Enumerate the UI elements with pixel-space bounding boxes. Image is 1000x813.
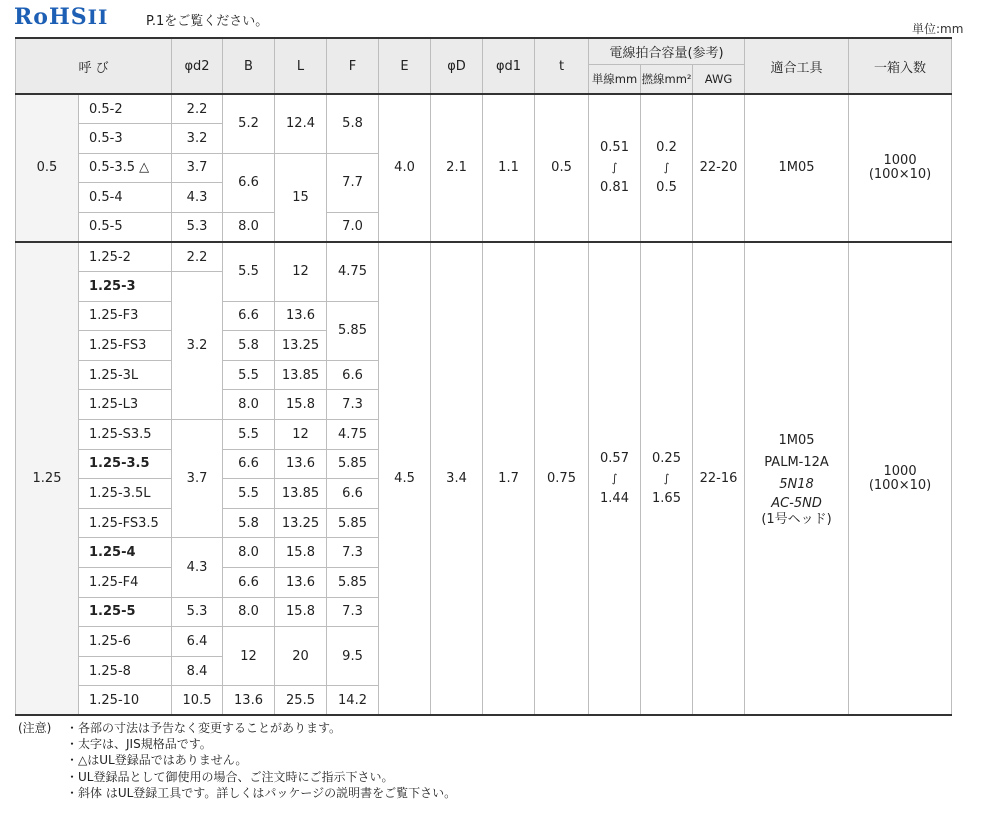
f-cell: 9.5 xyxy=(327,627,379,686)
f-cell: 6.6 xyxy=(327,360,379,390)
b-cell: 5.5 xyxy=(223,479,275,509)
l-cell: 12 xyxy=(275,420,327,450)
l-cell: 12.4 xyxy=(275,94,327,153)
code-cell: 0.5-5 xyxy=(79,212,172,242)
b-cell: 5.2 xyxy=(223,94,275,153)
box-cell: 1000 (100×10) xyxy=(849,242,952,716)
b-cell: 6.6 xyxy=(223,153,275,212)
code-cell: 1.25-6 xyxy=(79,627,172,657)
col-t: t xyxy=(535,38,589,94)
d2-cell: 3.2 xyxy=(172,124,223,154)
code-cell: 0.5-2 xyxy=(79,94,172,124)
note-item: ・太字は、JIS規格品です。 xyxy=(66,737,212,752)
code-cell: 1.25-S3.5 xyxy=(79,420,172,450)
f-cell: 7.3 xyxy=(327,390,379,420)
d2-cell: 3.7 xyxy=(172,420,223,538)
b-cell: 8.0 xyxy=(223,212,275,242)
page-header xyxy=(14,4,974,36)
l-cell: 13.25 xyxy=(275,331,327,361)
d2-cell: 6.4 xyxy=(172,627,223,657)
col-bigd: φD xyxy=(431,38,483,94)
code-cell: 1.25-2 xyxy=(79,242,172,272)
l-cell: 15.8 xyxy=(275,390,327,420)
l-cell: 13.85 xyxy=(275,479,327,509)
f-cell: 7.0 xyxy=(327,212,379,242)
t-cell: 0.75 xyxy=(535,242,589,716)
l-cell: 13.6 xyxy=(275,301,327,331)
col-b: B xyxy=(223,38,275,94)
code-cell: 1.25-F3 xyxy=(79,301,172,331)
f-cell: 7.7 xyxy=(327,153,379,212)
b-cell: 13.6 xyxy=(223,686,275,716)
note-item: ・斜体 はUL登録工具です。詳しくはパッケージの説明書をご覧下さい。 xyxy=(66,785,457,800)
code-cell: 0.5-4 xyxy=(79,183,172,213)
group-0-5 xyxy=(16,94,952,242)
col-e: E xyxy=(379,38,431,94)
f-cell: 5.85 xyxy=(327,568,379,598)
reference-note: P.1をご覧ください。 xyxy=(146,14,269,29)
note-item: ・各部の寸法は予告なく変更することがあります。 xyxy=(66,721,342,735)
notes-list xyxy=(66,720,766,801)
b-cell: 8.0 xyxy=(223,597,275,627)
l-cell: 15 xyxy=(275,153,327,242)
d2-cell: 3.7 xyxy=(172,153,223,183)
code-cell: 1.25-5 xyxy=(79,597,172,627)
code-cell: 1.25-4 xyxy=(79,538,172,568)
bigd-cell: 3.4 xyxy=(431,242,483,716)
code-cell: 1.25-L3 xyxy=(79,390,172,420)
size-cell: 0.5 xyxy=(16,94,79,242)
b-cell: 5.5 xyxy=(223,420,275,450)
box-cell: 1000 (100×10) xyxy=(849,94,952,242)
single-range-cell: 0.51 ∫ 0.81 xyxy=(589,94,641,242)
b-cell: 5.5 xyxy=(223,360,275,390)
d2-cell: 10.5 xyxy=(172,686,223,716)
b-cell: 5.8 xyxy=(223,331,275,361)
f-cell: 14.2 xyxy=(327,686,379,716)
b-cell: 12 xyxy=(223,627,275,686)
d1-cell: 1.7 xyxy=(483,242,535,716)
f-cell: 4.75 xyxy=(327,242,379,301)
awg-cell: 22-20 xyxy=(693,94,745,242)
e-cell: 4.0 xyxy=(379,94,431,242)
f-cell: 5.8 xyxy=(327,94,379,153)
awg-cell: 22-16 xyxy=(693,242,745,716)
l-cell: 13.6 xyxy=(275,568,327,598)
tool-cell: 1M05 xyxy=(745,94,849,242)
code-cell: 1.25-10 xyxy=(79,686,172,716)
stranded-range-cell: 0.25 ∫ 1.65 xyxy=(641,242,693,716)
b-cell: 8.0 xyxy=(223,390,275,420)
d2-cell: 5.3 xyxy=(172,597,223,627)
code-cell: 1.25-3L xyxy=(79,360,172,390)
b-cell: 8.0 xyxy=(223,538,275,568)
f-cell: 4.75 xyxy=(327,420,379,450)
code-cell: 1.25-8 xyxy=(79,656,172,686)
col-f: F xyxy=(327,38,379,94)
table-row xyxy=(16,242,952,272)
f-cell: 5.85 xyxy=(327,508,379,538)
code-cell: 0.5-3 xyxy=(79,124,172,154)
l-cell: 20 xyxy=(275,627,327,686)
l-cell: 12 xyxy=(275,242,327,301)
col-awg: AWG xyxy=(693,65,745,95)
stranded-range-cell: 0.2 ∫ 0.5 xyxy=(641,94,693,242)
col-d2: φd2 xyxy=(172,38,223,94)
rohs-logo: RoHSII xyxy=(14,4,109,30)
col-d1: φd1 xyxy=(483,38,535,94)
l-cell: 15.8 xyxy=(275,538,327,568)
code-cell: 1.25-3.5 xyxy=(79,449,172,479)
col-name: 呼 び xyxy=(16,38,172,94)
size-cell: 1.25 xyxy=(16,242,79,716)
l-cell: 13.6 xyxy=(275,449,327,479)
note-item: ・UL登録品として御使用の場合、ご注文時にご指示下さい。 xyxy=(66,769,394,784)
b-cell: 5.5 xyxy=(223,242,275,301)
single-range-cell: 0.57 ∫ 1.44 xyxy=(589,242,641,716)
b-cell: 6.6 xyxy=(223,301,275,331)
col-l: L xyxy=(275,38,327,94)
col-stranded: 撚線mm² xyxy=(641,65,693,95)
f-cell: 5.85 xyxy=(327,301,379,360)
group-1-25 xyxy=(16,242,952,716)
table-row xyxy=(16,94,952,124)
d1-cell: 1.1 xyxy=(483,94,535,242)
d2-cell: 2.2 xyxy=(172,242,223,272)
col-tool: 適合工具 xyxy=(745,38,849,94)
b-cell: 5.8 xyxy=(223,508,275,538)
col-single: 単線mm xyxy=(589,65,641,95)
f-cell: 6.6 xyxy=(327,479,379,509)
code-cell: 1.25-3.5L xyxy=(79,479,172,509)
l-cell: 13.85 xyxy=(275,360,327,390)
tool-cell: 1M05 PALM-12A 5N18 AC-5ND (1号ヘッド) xyxy=(745,242,849,716)
code-cell: 1.25-FS3 xyxy=(79,331,172,361)
b-cell: 6.6 xyxy=(223,449,275,479)
code-cell: 0.5-3.5 △ xyxy=(79,153,172,183)
d2-cell: 4.3 xyxy=(172,183,223,213)
unit-label: 単位:mm xyxy=(912,22,964,36)
d2-cell: 2.2 xyxy=(172,94,223,124)
f-cell: 7.3 xyxy=(327,597,379,627)
col-wire-group: 電線拍合容量(参考) xyxy=(589,38,745,65)
d2-cell: 4.3 xyxy=(172,538,223,597)
code-cell: 1.25-3 xyxy=(79,272,172,302)
notes-label: (注意) xyxy=(18,721,52,735)
t-cell: 0.5 xyxy=(535,94,589,242)
l-cell: 25.5 xyxy=(275,686,327,716)
d2-cell: 3.2 xyxy=(172,272,223,420)
d2-cell: 5.3 xyxy=(172,212,223,242)
l-cell: 13.25 xyxy=(275,508,327,538)
b-cell: 6.6 xyxy=(223,568,275,598)
spec-table xyxy=(15,37,952,716)
col-box: 一箱入数 xyxy=(849,38,952,94)
code-cell: 1.25-FS3.5 xyxy=(79,508,172,538)
l-cell: 15.8 xyxy=(275,597,327,627)
e-cell: 4.5 xyxy=(379,242,431,716)
d2-cell: 8.4 xyxy=(172,656,223,686)
note-item: ・△はUL登録品ではありません。 xyxy=(66,753,248,768)
f-cell: 5.85 xyxy=(327,449,379,479)
code-cell: 1.25-F4 xyxy=(79,568,172,598)
bigd-cell: 2.1 xyxy=(431,94,483,242)
f-cell: 7.3 xyxy=(327,538,379,568)
